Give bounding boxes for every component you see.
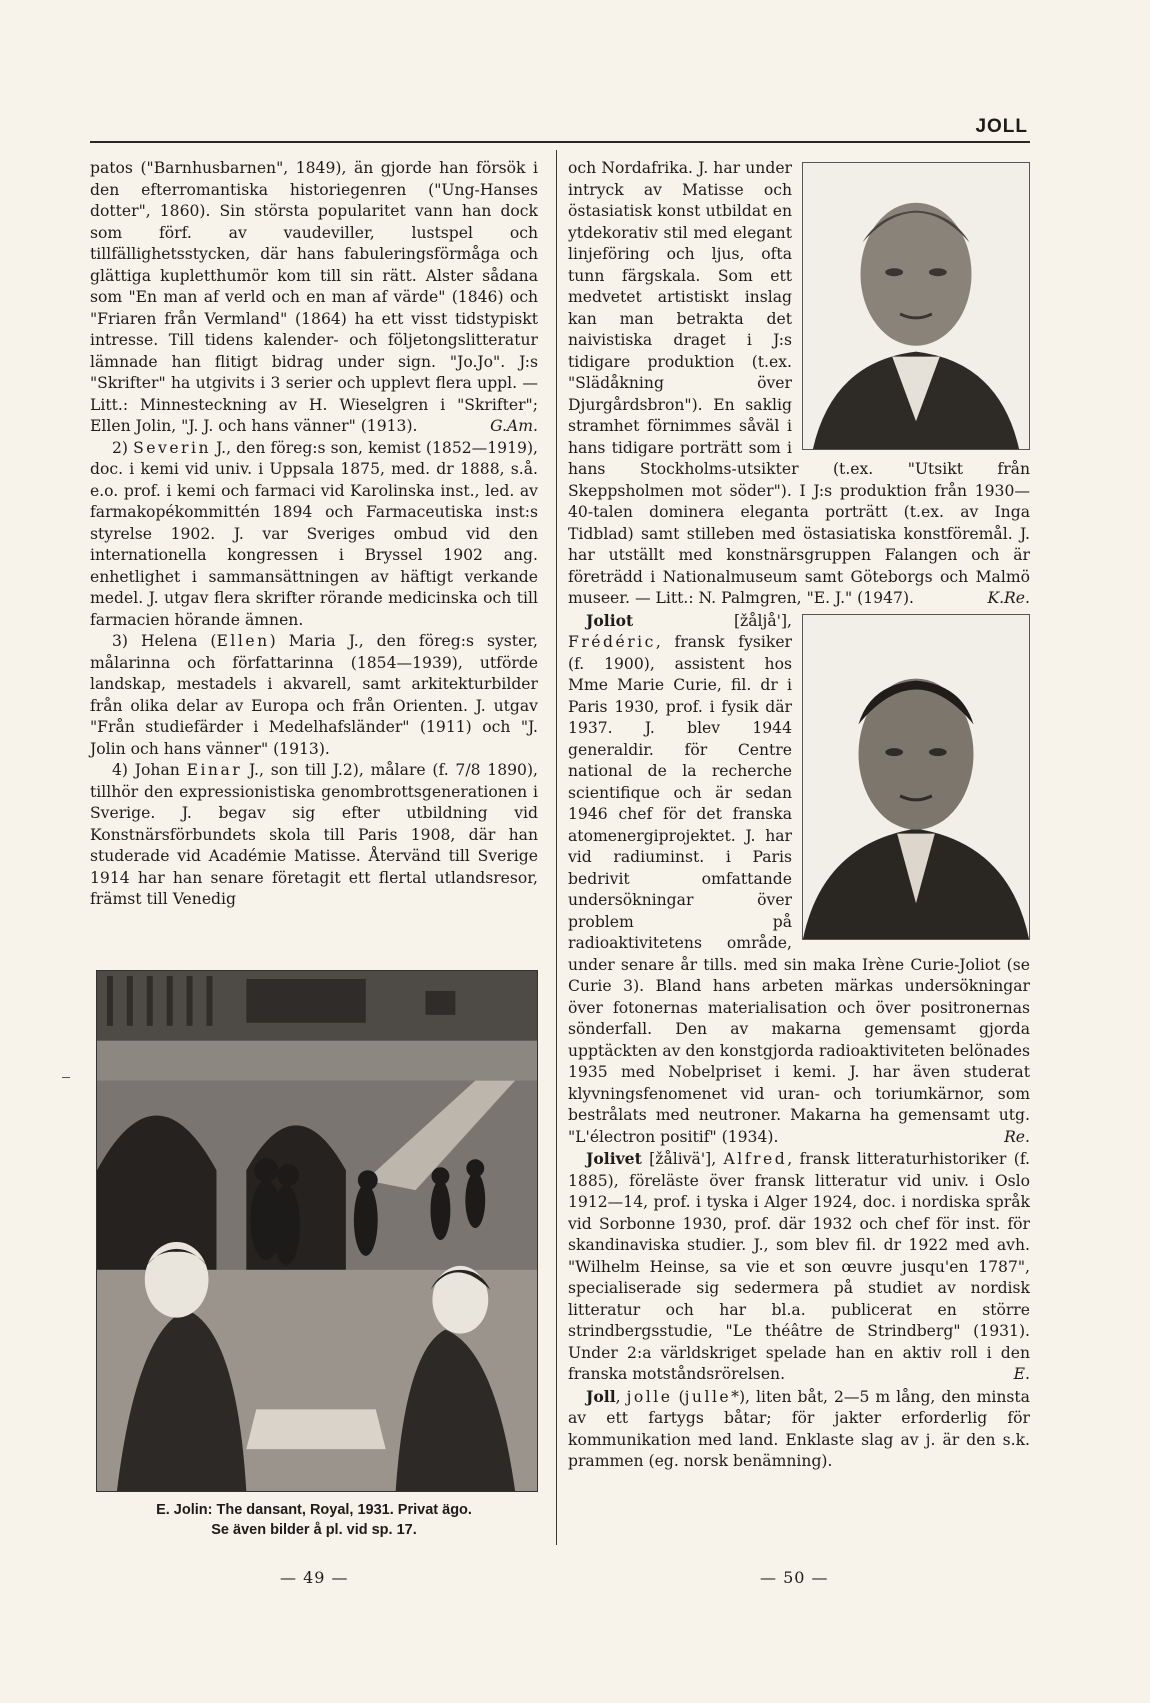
entry-text: , fransk litteraturhistoriker (f. 1885), föreläste över fransk litteratur vid univ. i Oslo 1912—14, prof. i tyska i Alger 1924, doc. i nordiska språk vid Sorbonne 1930, prof. där 1932 och chef för inst. för skandinaviska studier. J., som blev fil. dr 1922 med avh. "Wilhelm Heinse, sa vie et son œuvre jusqu'en 1787", specialiserade sig sedermera på studiet av nordisk litteratur och har bl.a. publicerat en större strindbergsstudie, "Le théâtre de Strindberg" (1931). Under 2:a världskriget spelade han en aktiv roll i den franska motståndsrörelsen. <box>568 1150 1030 1383</box>
entry-name: Frédéric <box>568 633 656 651</box>
entry-separator: , <box>615 1387 627 1406</box>
portrait-photo <box>803 163 1029 449</box>
header-rule <box>90 141 1030 143</box>
entry-prefix: Johan <box>128 761 187 779</box>
entry-headword: Joliot <box>586 610 634 630</box>
article-jolin-j-end <box>90 158 538 438</box>
entry-name: Severin <box>133 438 212 457</box>
right-column <box>568 158 1030 1473</box>
paragraph-text: patos ("Barnhusbarnen", 1849), än gjorde han försök i den efterromantiska historiegenren ("Ung-Hanses dotter", 1860). Sin största popularitet vann han dock som förf. av vaudeviller, lustspel och tillfällighetsstycken, där hans fabuleringsförmåga och glättiga kupletthumör kom till sin rätt. Alster sådana som "En man af verld och en man af värde" (1846) och "Friaren från Vermland" (1864) ha ett visst tidstypiskt intresse. Till tidens kalender- och följetongslitteratur lämnade han flitigt bidrag under sign. "Jo.Jo". J:s "Skrifter" ha utgivits i 3 serier och upplevt flera uppl. — Litt.: Minnesteckning av H. Wieselgren i "Skrifter"; Ellen Jolin, "J. J. och hans vänner" (1913). <box>90 159 538 435</box>
portrait-photo <box>803 615 1029 939</box>
portrait-joliot <box>802 614 1030 940</box>
entry-joliot <box>568 610 1030 1149</box>
entry-number: 3) <box>112 632 129 650</box>
entry-ellen <box>90 631 538 760</box>
entry-text: ) Maria J., den föreg:s syster, målarinna och författarinna (1854—1939), utförde landskap, mestadels i akvarell, samt arkitekturbilder från olika delar av Europa och från Orienten. J. utgav "Från studiefärder i Medelhafsländer" (1911) och "J. Jolin och hans vänner" (1913). <box>90 632 538 758</box>
portrait-einar-jolin <box>802 162 1030 450</box>
entry-prefix: Helena ( <box>128 632 217 650</box>
painting-illustration <box>97 971 537 1491</box>
author-signature: Re. <box>1004 1127 1030 1146</box>
running-headword: JOLL <box>975 116 1028 137</box>
page-number-left: — 49 — <box>280 1568 349 1587</box>
left-column <box>90 158 538 911</box>
entry-variant: jolle <box>626 1387 673 1406</box>
author-signature: E. <box>1013 1365 1030 1383</box>
entry-text: J., den föreg:s son, kemist (1852—1919), doc. i kemi vid univ. i Uppsala 1875, med. dr 1888, s.å. e.o. prof. i kemi och farmaci vid Karolinska inst., led. av farmakopékommittén 1894 och Farmaceutiska inst:s styrelse 1902. J. var Sveriges ombud vid den internationella kongressen i Bryssel 1902 ang. enhetlighet i sammansättningen av häftigt verkande medel. J. utgav flera skrifter rörande medicinska och till farmacien hörande ämnen. <box>90 438 538 629</box>
entry-name: Einar <box>186 761 243 779</box>
entry-jolivet <box>568 1148 1030 1386</box>
entry-name: Alfred <box>723 1150 788 1168</box>
entry-variant: julle <box>684 1387 732 1406</box>
entry-severin <box>90 438 538 632</box>
entry-text: , fransk fysiker (f. 1900), assistent hos Mme Marie Curie, fil. dr i Paris 1930, prof. i fysik där 1937. J. blev 1944 generaldir. för Centre national de la recherche scientifique och är sedan 1946 chef för det franska atomenergiprojektet. J. har vid radiuminst. i Paris bedrivit omfattande undersökningar över problem på radioaktivitetens område, under senare år tills. med sin maka Irène Curie-Joliot (se Curie 3). Bland hans arbeten märkas undersökningar över fotonernas materialisation och över positronernas sönderfall. Den av makarna gemensamt gjorda upptäckten av den konstgjorda radioaktiviteten belönades 1935 med Nobelpriset i kemi. J. har även studerat klyvningsfenomenet vid uran- och toriumkärnor, som bestrålats med neutroner. Makarna ha gemensamt utg. "L'électron positif" (1934). <box>568 633 1030 1146</box>
entry-headword: Jolivet <box>586 1149 642 1168</box>
paragraph-text: och Nordafrika. J. har under intryck av Matisse och östasiatisk konst utbildat en ytdekorativ stil med elegant linjeföring och ljus, ofta tunn färgskala. Som ett medvetet artistiskt inslag kan man betrakta det naivistiska draget i J:s tidigare produktion (t.ex. "Slädåkning över Djurgårdsbron"). En saklig stramhet förnimmes såväl i hans tidigare porträtt som i hans Stockholms-utsikter (t.ex. "Utsikt från Skeppsholmen mot söder"). I J:s produktion från 1930—40-talen dominera eleganta porträtt (t.ex. av Inga Tidblad) samt stilleben med östasiatiska konstföremål. J. har utställt med konstnärsgruppen Falangen och är företrädd i Nationalmuseum samt Göteborgs och Malmö museer. — Litt.: N. Palmgren, "E. J." (1947). <box>568 159 1030 607</box>
entry-number: 2) <box>112 438 129 457</box>
margin-mark <box>62 1077 70 1078</box>
page-number-right: — 50 — <box>760 1568 829 1587</box>
entry-headword: Joll <box>586 1386 616 1406</box>
caption-line: E. Jolin: The dansant, Royal, 1931. Privat ägo. <box>156 1502 472 1518</box>
entry-separator: ( <box>672 1387 685 1406</box>
entry-name: Ellen <box>216 632 270 650</box>
caption-line: Se även bilder å pl. vid sp. 17. <box>211 1522 417 1538</box>
author-signature: G.Am. <box>490 417 538 435</box>
entry-number: 4) <box>112 761 129 779</box>
entry-pronunciation: [žåljå'], <box>633 611 792 630</box>
entry-text: J., son till J.2), målare (f. 7/8 1890), tillhör den expressionistiska genombrottsgenerationen i Sverige. J. begav sig efter utbildning vid Konstnärsförbundets skola till Paris 1908, där han studerade vid Académie Matisse. Återvänd till Sverige 1914 har han senare företagit ett flertal utlandsresor, främst till Venedig <box>90 761 539 908</box>
entry-pronunciation: [žålivä'], <box>641 1150 724 1168</box>
entry-einar <box>90 760 538 911</box>
painting-image <box>96 970 538 1492</box>
painting-caption <box>90 1500 538 1540</box>
entry-joll <box>568 1386 1030 1473</box>
column-divider <box>556 150 557 1545</box>
entry-text: *), liten båt, 2—5 m lång, den minsta av ett fartygs båtar; för jakter erforderlig för kommunikation med land. Enklaste slag av j. är den s.k. prammen (eg. norsk benämning). <box>568 1387 1030 1470</box>
author-signature: K.Re. <box>987 589 1030 607</box>
